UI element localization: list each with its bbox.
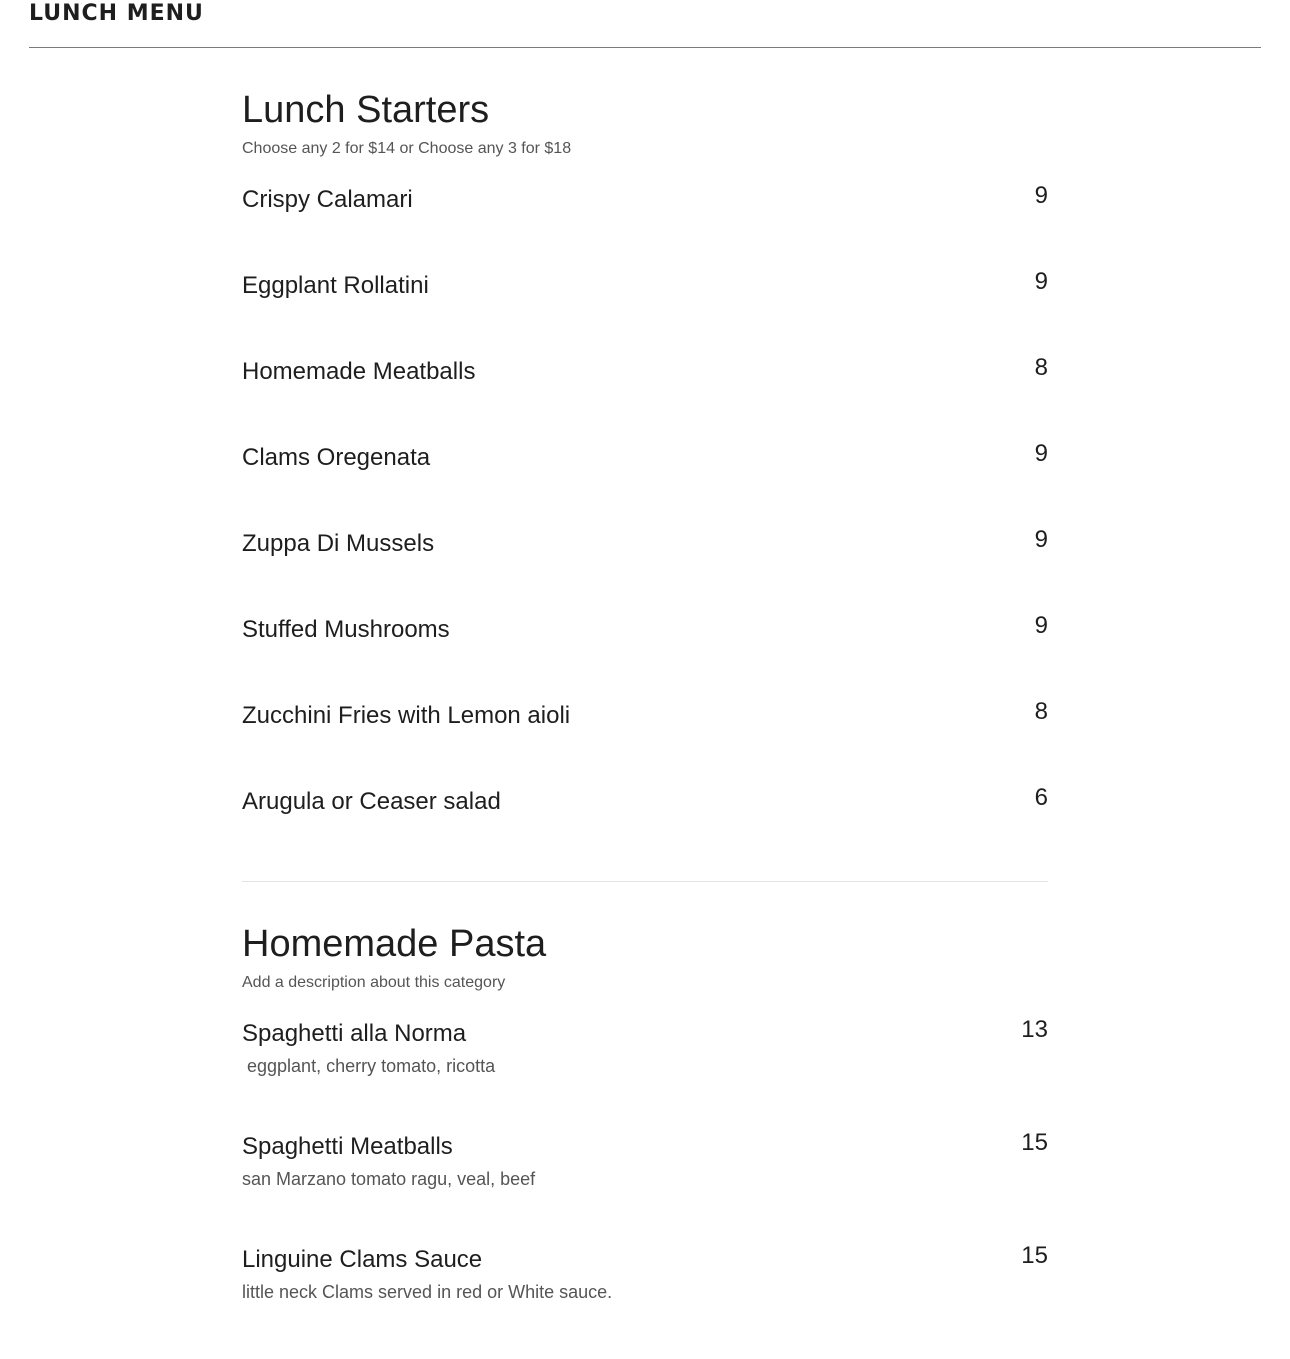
item-name: Stuffed Mushrooms <box>242 616 450 643</box>
item-name: Spaghetti alla Norma <box>242 1020 467 1047</box>
item-name: Zucchini Fries with Lemon aioli <box>242 702 571 729</box>
item-price: 9 <box>1034 526 1048 553</box>
item-description: san Marzano tomato ragu, veal, beef <box>242 1169 536 1189</box>
menu-header <box>29 0 1261 48</box>
item-price: 9 <box>1034 182 1048 209</box>
item-price: 9 <box>1034 612 1048 639</box>
item-price: 15 <box>1021 1242 1048 1269</box>
section-title: Homemade Pasta <box>242 923 547 965</box>
section-description: Choose any 2 for $14 or Choose any 3 for $18 <box>242 140 572 157</box>
item-price: 13 <box>1021 1016 1048 1043</box>
item-name: Clams Oregenata <box>242 444 431 471</box>
item-name: Zuppa Di Mussels <box>242 530 435 557</box>
item-price: 9 <box>1034 268 1048 295</box>
item-price: 8 <box>1034 354 1048 381</box>
item-name: Linguine Clams Sauce <box>242 1246 483 1273</box>
item-name: Spaghetti Meatballs <box>242 1133 453 1160</box>
section-title: Lunch Starters <box>242 89 490 131</box>
item-description: eggplant, cherry tomato, ricotta <box>242 1056 496 1076</box>
item-name: Eggplant Rollatini <box>242 272 429 299</box>
section-description: Add a description about this category <box>242 974 506 991</box>
item-price: 6 <box>1034 784 1048 811</box>
item-name: Homemade Meatballs <box>242 358 476 385</box>
item-price: 8 <box>1034 698 1048 725</box>
item-name: Crispy Calamari <box>242 186 413 213</box>
menu-title: LUNCH MENU <box>29 1 204 26</box>
item-price: 9 <box>1034 440 1048 467</box>
item-description: little neck Clams served in red or White sauce. <box>242 1282 613 1302</box>
section-divider <box>242 881 1048 882</box>
item-price: 15 <box>1021 1129 1048 1156</box>
item-name: Arugula or Ceaser salad <box>242 788 501 815</box>
